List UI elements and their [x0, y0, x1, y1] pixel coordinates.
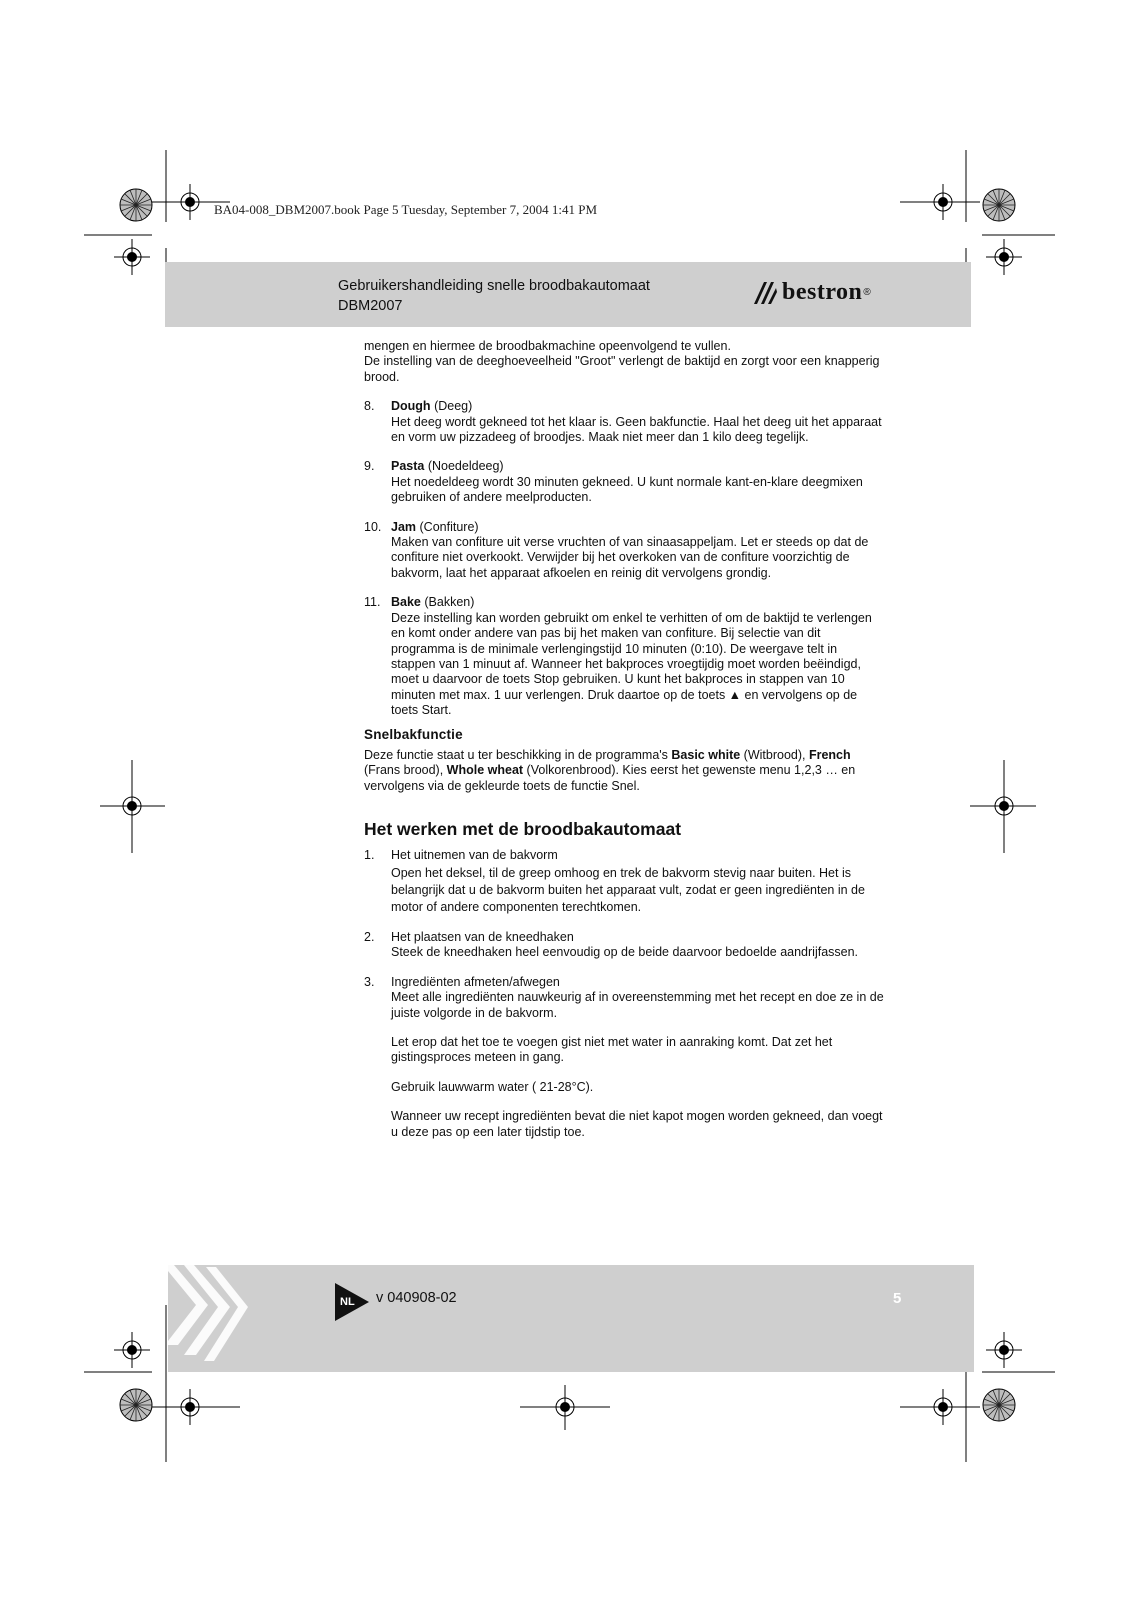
program-alt: (Confiture) [419, 519, 479, 534]
program-text: Het deeg wordt gekneed tot het klaar is. Geen bakfunctie. Haal het deeg uit het apparaat en vorm uw pizzadeeg of broodjes. Maak niet meer dan 1 kilo deeg tegelijk. [391, 414, 882, 445]
step-title: Ingrediënten afmeten/afwegen [391, 974, 560, 989]
language-code: NL [340, 1296, 355, 1308]
program-alt: (Noedeldeeg) [427, 459, 504, 474]
item-number: 3. [364, 974, 375, 989]
version-label: v 040908-02 [376, 1290, 457, 1306]
program-name: Dough [391, 399, 431, 414]
snel-bold: Basic white [671, 747, 741, 762]
logo-wordmark: bestron [782, 279, 863, 305]
header-title-line1: Gebruikershandleiding snelle broodbakautomaat [338, 278, 650, 294]
section-heading-werken: Het werken met de broodbakautomaat [364, 819, 682, 840]
bestron-logo [752, 279, 871, 306]
intro-paragraph-1: mengen en hiermee de broodbakmachine opeenvolgend te vullen. [364, 339, 731, 353]
item-number: 9. [364, 459, 375, 474]
program-alt: (Deeg) [434, 399, 473, 414]
program-alt: (Bakken) [424, 595, 475, 610]
slug-line: BA04-008_DBM2007.book Page 5 Tuesday, September 7, 2004 1:41 PM [214, 202, 598, 217]
chevron-logo-icon [752, 280, 778, 306]
snel-text: (Volkorenbrood). Kies eerst het gewenste menu 1,2,3 … en vervolgens via de gekleurde toets de functie Snel. [364, 763, 856, 793]
item-number: 10. [364, 519, 382, 534]
chevrons-decoration-icon [168, 1265, 258, 1372]
step-text: Steek de kneedhaken heel eenvoudig op de beide daarvoor bedoelde aandrijfassen. [391, 945, 859, 960]
snel-bold: Whole wheat [446, 763, 524, 778]
intro-paragraph-2: De instelling van de deeghoeveelheid "Groot" verlengt de baktijd en zorgt voor een knapperig brood. [364, 354, 880, 384]
step-item [364, 930, 884, 961]
item-number: 2. [364, 929, 375, 944]
note-paragraph: Gebruik lauwwarm water ( 21-28°C). [391, 1079, 594, 1094]
main-content [364, 339, 884, 1140]
snelbak-paragraph [364, 748, 884, 794]
step-text: Meet alle ingrediënten nauwkeurig af in overeenstemming met het recept en doe ze in de juiste volgorde in de bakvorm. [391, 990, 884, 1020]
logo-registered: ® [863, 287, 871, 298]
snel-text: (Witbrood), [740, 747, 809, 762]
program-item-bake [364, 595, 884, 718]
snel-text: Deze functie staat u ter beschikking in de programma's [364, 747, 672, 762]
item-number: 8. [364, 399, 375, 414]
program-text: Deze instelling kan worden gebruikt om enkel te verhitten of om de baktijd te verlengen en komt onder andere van pas bij het maken van confiture. Bij selectie van dit programma is de minimale verlengingstijd 10 minuten (0:10). De weergave telt in stappen van 1 minuut af. Wanneer het bakproces vroegtijdig moet worden beëindigd, moet u daarvoor de toets Stop gebruiken. U kunt het bakproces in stappen van 10 minuten met max. 1 uur verlengen. Druk daartoe op de toets ▲ en vervolgens op de toets Start. [391, 610, 872, 718]
header-title-line2: DBM2007 [338, 298, 403, 314]
section-heading-snelbak: Snelbakfunctie [364, 726, 463, 742]
program-name: Jam [391, 519, 417, 534]
snel-text: (Frans brood), [364, 763, 447, 778]
note-paragraph: Wanneer uw recept ingrediënten bevat die niet kapot mogen worden gekneed, dan voegt u deze pas op een later tijdstip toe. [391, 1109, 883, 1139]
note-paragraph: Let erop dat het toe te voegen gist niet met water in aanraking komt. Dat zet het gistingsproces meteen in gang. [391, 1035, 833, 1065]
item-number: 1. [364, 847, 375, 862]
step-item [364, 975, 884, 1021]
step-title: Het uitnemen van de bakvorm [391, 847, 558, 862]
program-text: Het noedeldeeg wordt 30 minuten gekneed. U kunt normale kant-en-klare deegmixen gebruiken of andere meelproducten. [391, 474, 863, 505]
step-title: Het plaatsen van de kneedhaken [391, 929, 574, 944]
snel-bold: French [808, 747, 851, 762]
program-item-jam [364, 520, 884, 582]
step-text: Open het deksel, til de greep omhoog en trek de bakvorm stevig naar buiten. Het is belangrijk dat u de bakvorm buiten het apparaat vult, zodat er geen ingrediënten in de motor of andere componenten terechtkomen. [391, 865, 865, 914]
program-item-dough [364, 399, 884, 445]
item-number: 11. [364, 595, 381, 610]
step-item [364, 848, 884, 916]
program-name: Pasta [391, 459, 425, 474]
header-title [338, 276, 650, 316]
program-text: Maken van confiture uit verse vruchten of van sinaasappeljam. Let er steeds op dat de confiture niet overkookt. Verwijder bij het overkoken van de confiture voorzichtig de bakvorm, laat het apparaat afkoelen en reinig dit vervolgens grondig. [391, 535, 869, 580]
program-item-pasta [364, 459, 884, 505]
footer-band [168, 1265, 974, 1372]
program-name: Bake [391, 595, 421, 610]
page-number: 5 [893, 1290, 902, 1307]
